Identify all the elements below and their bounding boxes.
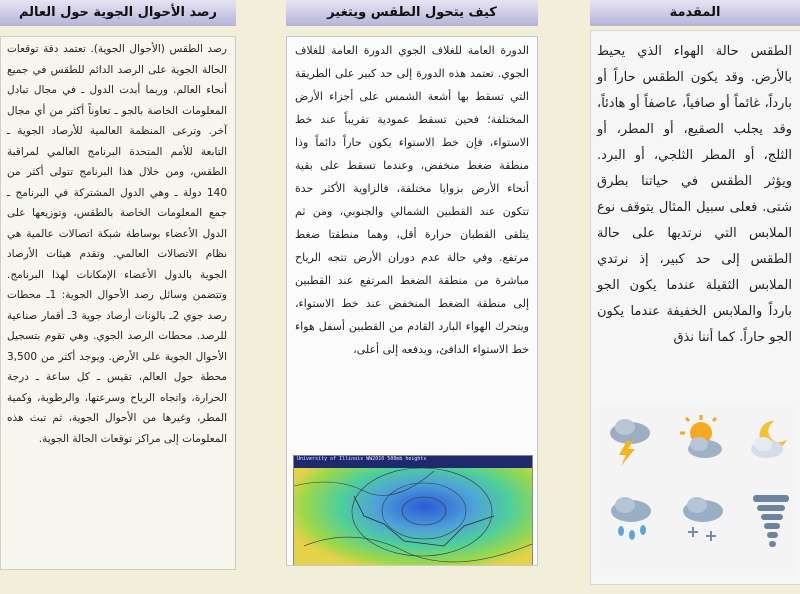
pressure-map-graphic [294,456,532,566]
map-caption: University of Illinois WW2010 500mb heights [294,456,532,468]
tornado-icon [751,491,791,557]
intro-heading: المقدمة [590,0,800,26]
storm-cloud-icon [605,415,655,467]
intro-panel [590,30,800,585]
sun-cloud-icon [677,413,727,463]
pressure-map-image [293,455,533,566]
intro-column [590,0,800,594]
moon-cloud-icon [745,415,793,463]
change-text: الدورة العامة للغلاف الجوي الدورة العامة للغلاف الجوي. تعتمد هذه الدورة إلى حد كبير على الطريقة التي تسقط بها أشعة الشمس على أجزاء الأرض المختلفة؛ فحين تسقط عمودية تقريباً عند خط الاستواء، فإن خط الاستواء يكون حاراً دائماً وذا منطقة ضغط منخفض، وعندما تسقط على بقية أنحاء الأرض بزوايا مختلفة، فالزاوية الأكثر حدة تتكون عند القطبين الشمالي والجنوبي، ومن ثم يتلقى القطبان حرارة أقل، وهما منطقتا ضغط مرتفع. وفي حالة عدم دوران الأرض تتجه الرياح مباشرة من منطقة الضغط المرتفع عند القطبين إلى منطقة الضغط المنخفض عند خط الاستواء، ويتحرك الهواء البارد القادم من القطبين أسفل هواء خط الاستواء الدافئ، ويدفعه إلى أعلى، [295,44,529,356]
observation-text: رصد الطقس (الأحوال الجوية). تعتمد دقة توقعات الحالة الجوية على الرصد الدائم للطقس في جميع أنحاء العالم. وربما أبدت الدول ـ في مجال تبادل المعلومات الخاصة بالجو ـ تعاوناً أكثر من أي مجال آخر. وترعى المنظمة العالمية للأرصاد الجوية ـ التابعة للأمم المتحدة البرنامج العالمي لمراقبة الطقس، ومن خلال هذا البرنامج تتولى أكثر من 140 دولة ـ وهي الدول المشتركة في البرنامج ـ جمع المعلومات الخاصة بالطقس، وتوزيعها على الدول الأعضاء بوساطة شبكة اتصالات عالمية هي نظام الاتصالات العالمي. وتقدم هيئات الأرصاد الجوية بالدول الأعضاء الإمكانات لهذا البرنامج. وتتضمن وسائل رصد الأحوال الجوية: 1ـ محطات رصد جوي 2ـ بالونات أرصاد جوية 3ـ أقمار صناعية للرصد. محطات الرصد الجوي. وهي تقوم بتسجيل الأحوال الجوية على الأرض. ويوجد أكثر من 3,500 محطة حول العالم، تقيس ـ كل ساعة ـ درجة الحرارة، واتجاه الرياح وسرعتها، والرطوبة، وكمية المطر، وغيرها من الأحوال الجوية، ثم تبث هذه المعلومات إلى مراكز توقعات الحالة الجوية. [7,43,227,445]
weather-icons-grid [599,403,795,575]
snow-cloud-icon [677,493,729,549]
rain-cloud-icon [605,493,657,549]
observation-column [0,0,236,594]
observation-panel [0,36,236,570]
change-column [286,0,538,594]
change-panel [286,36,538,566]
intro-text: الطقس حالة الهواء الذي يحيط بالأرض. وقد يكون الطقس حاراً أو بارداً، غائماً أو صافياً، عاصفاً أو هادئاً، وقد يجلب الصقيع، أو المطر، أو الثلج، أو المطر الثلجي، أو البرد. ويؤثر الطقس في حياتنا بطرق شتى. فعلى سبيل المثال يتوقف نوع الملابس التي نرتديها على حالة الطقس إلى حد كبير، إذ نرتدي الملابس الثقيلة عندما يكون الجو بارداً والملابس الخفيفة عندما يكون الجو حاراً. كما أننا نذق [597,44,792,345]
change-heading: كيف يتحول الطقس ويتغير [286,0,538,26]
observation-heading: رصد الأحوال الجوية حول العالم [0,0,236,26]
